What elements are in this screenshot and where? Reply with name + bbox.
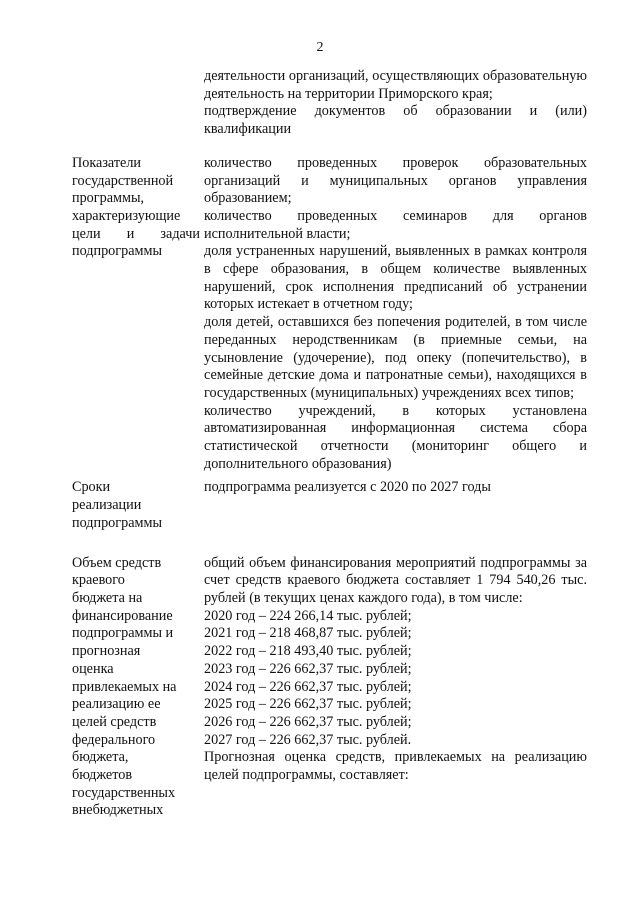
label-line: государственных bbox=[72, 784, 176, 801]
label-line: оценка bbox=[72, 660, 114, 677]
label-line: краевого bbox=[72, 572, 125, 589]
label-line: бюджета, bbox=[72, 749, 129, 766]
continuation-row bbox=[72, 68, 587, 139]
label-line: подпрограммы bbox=[72, 514, 162, 531]
label-line: привлекаемых на bbox=[72, 678, 177, 695]
label-line: подпрограммы bbox=[72, 243, 162, 260]
label-line: Показатели bbox=[72, 154, 142, 171]
funding-intro: общий объем финансирования мероприятий подпрограммы за счет средств краевого бюджета составляет 1 794 540,26 тыс. рублей (в текущих ценах каждого года), в том числе: bbox=[204, 554, 587, 606]
indicator-paragraph: доля детей, оставшихся без попечения родителей, в том числе переданных неродственникам (в приемные семьи, на усыновление (удочерение), под опеку (попечительство), в семейные детские дома и патронатные семьи), находящихся в государственных (муниципальных) учреждениях всех типов; bbox=[204, 314, 587, 401]
funding-year-line: 2027 год – 226 662,37 тыс. рублей. bbox=[204, 731, 412, 748]
label-line: бюджета на bbox=[72, 589, 143, 606]
funding-year-line: 2025 год – 226 662,37 тыс. рублей; bbox=[204, 696, 412, 713]
funding-content bbox=[204, 555, 587, 821]
funding-year-line: 2026 год – 226 662,37 тыс. рублей; bbox=[204, 713, 412, 730]
funding-year-line: 2024 год – 226 662,37 тыс. рублей; bbox=[204, 678, 412, 695]
label-line: финансирование bbox=[72, 607, 173, 624]
terms-text: подпрограмма реализуется с 2020 по 2027 годы bbox=[204, 479, 491, 496]
continuation-paragraph: подтверждение документов об образовании и (или) квалификации bbox=[204, 103, 587, 138]
label-line: реализации bbox=[72, 497, 142, 514]
label-line: характеризующие bbox=[72, 207, 181, 224]
indicator-paragraph: доля устраненных нарушений, выявленных в рамках контроля в сфере образования, в общем количестве выявленных нарушений, срок исполнения предписаний об устранении которых истекает в отчетном году; bbox=[204, 243, 587, 313]
label-line: цели и задачи bbox=[72, 225, 200, 242]
funding-outro: Прогнозная оценка средств, привлекаемых на реализацию целей подпрограммы, составляет: bbox=[204, 749, 587, 784]
continuation-paragraph: деятельности организаций, осуществляющих образовательную деятельность на территории Приморского края; bbox=[204, 68, 587, 102]
label-line: подпрограммы и bbox=[72, 625, 174, 642]
indicators-content bbox=[204, 155, 587, 474]
label-line: целей средств bbox=[72, 713, 157, 730]
indicators-row bbox=[72, 155, 587, 474]
label-line: реализацию ее bbox=[72, 696, 161, 713]
label-line: федерального bbox=[72, 731, 156, 748]
label-line: Объем средств bbox=[72, 554, 162, 571]
indicator-paragraph: количество проведенных семинаров для органов исполнительной власти; bbox=[204, 207, 587, 242]
funding-year-line: 2022 год – 218 493,40 тыс. рублей; bbox=[204, 643, 412, 660]
funding-year-line: 2023 год – 226 662,37 тыс. рублей; bbox=[204, 660, 412, 677]
terms-label bbox=[72, 479, 200, 532]
continuation-label bbox=[72, 68, 200, 139]
funding-label bbox=[72, 555, 200, 821]
continuation-content bbox=[204, 68, 587, 139]
label-line: государственной bbox=[72, 172, 174, 189]
terms-row bbox=[72, 479, 587, 532]
label-line: Сроки bbox=[72, 479, 111, 496]
indicators-label bbox=[72, 155, 200, 474]
label-line: прогнозная bbox=[72, 643, 141, 660]
funding-row bbox=[72, 555, 587, 821]
label-line: внебюджетных bbox=[72, 802, 164, 819]
indicator-paragraph: количество учреждений, в которых установлена автоматизированная информационная система сбора статистической отчетности (мониторинг общего и дополнительного образования) bbox=[204, 402, 587, 472]
label-line: бюджетов bbox=[72, 767, 133, 784]
terms-content bbox=[204, 479, 587, 532]
funding-year-line: 2020 год – 224 266,14 тыс. рублей; bbox=[204, 607, 412, 624]
indicator-paragraph: количество проведенных проверок образовательных организаций и муниципальных органов управления образованием; bbox=[204, 154, 587, 207]
passport-table bbox=[72, 68, 587, 820]
funding-year-line: 2021 год – 218 468,87 тыс. рублей; bbox=[204, 625, 412, 642]
page-number: 2 bbox=[316, 40, 324, 55]
label-line: программы, bbox=[72, 190, 145, 207]
